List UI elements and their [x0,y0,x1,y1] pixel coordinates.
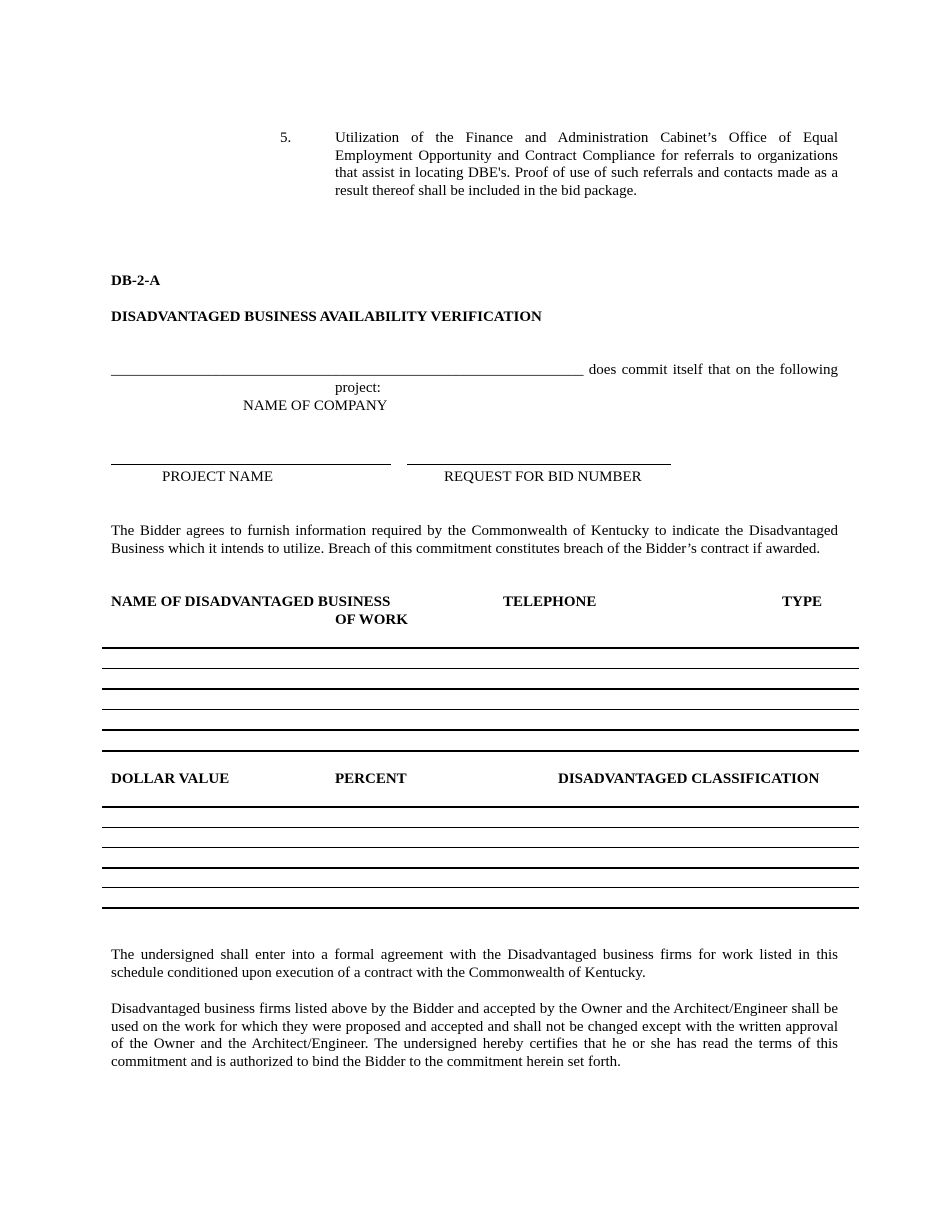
company-name-label: NAME OF COMPANY [243,398,388,414]
project-name-blank[interactable] [111,464,391,465]
form-title: DISADVANTAGED BUSINESS AVAILABILITY VERIFICATION [111,309,542,325]
column-header-business-name: NAME OF DISADVANTAGED BUSINESS [111,594,391,610]
commit-text: does commit itself that on the following [588,362,839,378]
column-header-telephone: TELEPHONE [503,594,597,610]
table-rule[interactable] [102,867,859,869]
table-rule[interactable] [102,688,859,690]
column-header-percent: PERCENT [335,771,407,787]
table-rule[interactable] [102,709,859,710]
table-rule[interactable] [102,668,859,669]
list-item-number: 5. [280,130,292,146]
rfb-number-blank[interactable] [407,464,671,465]
table-rule[interactable] [102,887,859,888]
company-commit-line [111,362,838,380]
column-header-classification: DISADVANTAGED CLASSIFICATION [558,771,820,787]
table-rule [102,806,859,808]
project-name-label: PROJECT NAME [162,469,273,485]
table-rule[interactable] [102,750,859,752]
form-id: DB-2-A [111,273,161,289]
list-item-text: Utilization of the Finance and Administration Cabinet’s Office of Equal Employment Opportunity and Contract Compliance for referrals to organizations that assist in locating DBE's. Proof of use of such referrals and contacts made as a result thereof shall be included in the bid package. [335,130,838,199]
closing-paragraph-1: The undersigned shall enter into a formal agreement with the Disadvantaged business firms for work listed in this schedule conditioned upon execution of a contract with the Commonwealth of Kentucky. [111,947,838,981]
commit-text-continued: project: [335,380,381,396]
table-rule [102,647,859,649]
agreement-paragraph: The Bidder agrees to furnish information required by the Commonwealth of Kentucky to indicate the Disadvantaged Business which it intends to utilize. Breach of this commitment constitutes breach of the Bidder’s contract if awarded. [111,523,838,557]
table-rule[interactable] [102,907,859,909]
rfb-number-label: REQUEST FOR BID NUMBER [444,469,642,485]
column-header-type: TYPE [782,594,823,610]
column-header-type-continued: OF WORK [335,612,408,628]
table-rule[interactable] [102,847,859,848]
table-rule[interactable] [102,729,859,731]
closing-paragraph-2: Disadvantaged business firms listed above by the Bidder and accepted by the Owner and the Architect/Engineer shall be used on the work for which they were proposed and accepted and shall not be changed except with the written approval of the Owner and the Architect/Engineer. The undersigned hereby certifies that he or she has read the terms of this commitment and is authorized to bind the Bidder to the commitment herein set forth. [111,1001,838,1070]
table-rule[interactable] [102,827,859,828]
company-name-blank[interactable]: _______________________________________________________________ [111,362,584,378]
column-header-dollar-value: DOLLAR VALUE [111,771,230,787]
